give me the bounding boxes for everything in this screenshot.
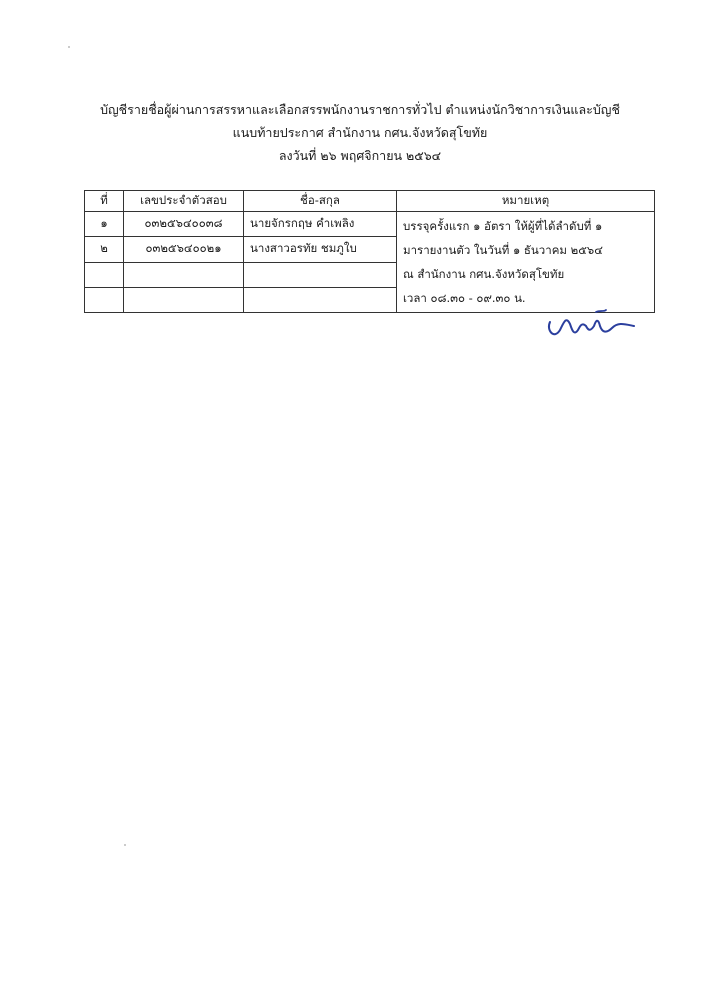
table-header-row (85, 191, 655, 212)
cell-exam-id: ๐๓๒๕๖๔๐๐๓๘ (124, 212, 244, 237)
header-exam-id: เลขประจำตัวสอบ (124, 191, 244, 212)
remark-line: ณ สำนักงาน กศน.จังหวัดสุโขทัย (403, 267, 565, 281)
signature-icon (540, 300, 640, 350)
cell-remarks (397, 212, 655, 313)
heading-title: บัญชีรายชื่อผู้ผ่านการสรรหาและเลือกสรรพนักงานราชการทั่วไป ตำแหน่งนักวิชาการเงินและบัญชี (100, 102, 620, 117)
header-name: ชื่อ-สกุล (244, 191, 397, 212)
header-remarks: หมายเหตุ (397, 191, 655, 212)
cell-name: นางสาวอรทัย ชมภูใบ (244, 237, 397, 262)
cell-name: นายจักรกฤษ คำเพลิง (244, 212, 397, 237)
cell-exam-id (124, 262, 244, 287)
cell-number: ๒ (85, 237, 124, 262)
header-number: ที่ (85, 191, 124, 212)
remark-line: เวลา ๐๘.๓๐ - ๐๙.๓๐ น. (403, 291, 526, 305)
cell-exam-id: ๐๓๒๕๖๔๐๐๒๑ (124, 237, 244, 262)
cell-number (85, 287, 124, 312)
cell-exam-id (124, 287, 244, 312)
cell-name (244, 287, 397, 312)
scan-speck (68, 46, 70, 48)
remark-line: มารายงานตัว ในวันที่ ๑ ธันวาคม ๒๕๖๔ (403, 243, 603, 257)
cell-number (85, 262, 124, 287)
candidate-table (84, 190, 655, 313)
cell-number: ๑ (85, 212, 124, 237)
table-row (85, 212, 655, 237)
scan-speck (124, 844, 126, 846)
heading-date: ลงวันที่ ๒๖ พฤศจิกายน ๒๕๖๔ (278, 148, 442, 163)
remark-line: บรรจุครั้งแรก ๑ อัตรา ให้ผู้ที่ได้ลำดับที่ ๑ (403, 219, 603, 233)
cell-name (244, 262, 397, 287)
heading-announcement-ref: แนบท้ายประกาศ สำนักงาน กศน.จังหวัดสุโขทัย (232, 125, 488, 140)
